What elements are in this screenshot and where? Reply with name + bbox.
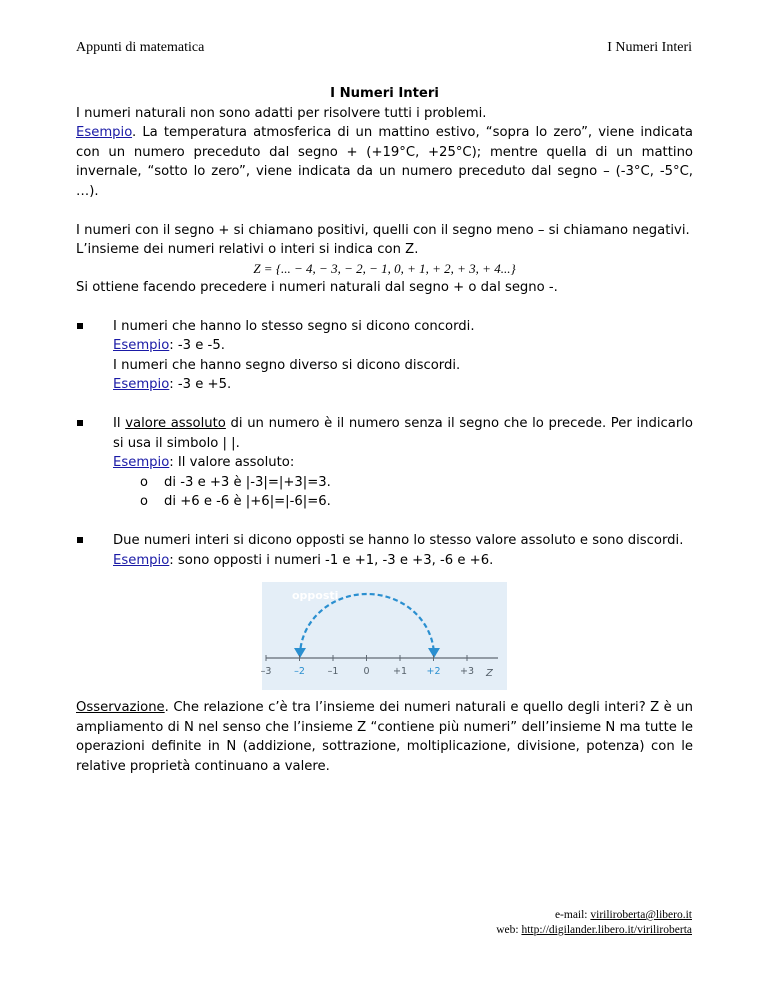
opposti-arc (300, 594, 434, 656)
tick-label: +1 (392, 666, 408, 677)
example-label: Esempio (113, 338, 170, 353)
number-line-figure (262, 582, 507, 690)
web-link[interactable]: http://digilander.libero.it/viriliroberta (521, 924, 692, 936)
footer-email (496, 908, 692, 923)
sub-bullet-marker: o (140, 494, 148, 509)
example-label: Esempio (76, 125, 133, 140)
opposti-example (113, 551, 693, 571)
tick-label: 0 (363, 666, 370, 677)
observation-paragraph (76, 698, 693, 776)
example-text: . La temperatura atmosferica di un mattino estivo, “sopra lo zero”, viene indicata con un numero preceduto dal segno + (+19°C, +25°C); mentre quella di un mattino invernale, “sotto lo zero”, viene indicata da un numero preceduto dal segno – (-3°C, -5°C, …). (76, 125, 693, 199)
concordi-example (113, 336, 693, 356)
definition-post: di un numero è il numero senza il segno che lo precede. Per indicarlo si usa il simbolo | |. (113, 416, 693, 451)
observation-text: . Che relazione c’è tra l’insieme dei numeri naturali e quello degli interi? Z è un ampliamento di N nel senso che l’insieme Z “contiene più numeri” dell’insieme N ma tutte le operazioni definite in N (addizione, sottrazione, moltiplicazione, divisione, potenza) con le relative proprietà continuano a valere. (76, 700, 693, 774)
sub-bullet-marker: o (140, 474, 148, 490)
footer (496, 908, 692, 938)
tick-label: –3 (260, 666, 272, 677)
set-intro: L’insieme dei numeri relativi o interi si indica con Z. (76, 242, 419, 257)
valore-assoluto-example (113, 453, 693, 473)
sub-item-1 (76, 473, 693, 493)
sub-item-text: di +6 e -6 è |+6|=|-6|=6. (164, 494, 331, 509)
web-label: web: (496, 924, 522, 936)
opposti-definition: Due numeri interi si dicono opposti se hanno lo stesso valore assoluto e sono discordi. (113, 533, 684, 548)
bullet-opposti (76, 531, 693, 570)
signs-paragraph: I numeri con il segno + si chiamano positivi, quelli con il segno meno – si chiamano negativi. (76, 222, 690, 238)
header-left: Appunti di matematica (76, 40, 205, 55)
bullet-marker (77, 537, 83, 543)
example-label: Esempio (113, 552, 170, 568)
tick-label: –1 (327, 666, 339, 677)
example-text: : -3 e +5. (169, 377, 232, 392)
observation-label: Osservazione (76, 700, 165, 715)
axis-label: Z (486, 668, 493, 679)
bullet-marker (77, 420, 83, 426)
example-text: : Il valore assoluto: (169, 455, 295, 470)
intro-paragraph: I numeri naturali non sono adatti per risolvere tutti i problemi. (76, 105, 487, 121)
sub-item-2 (76, 492, 693, 512)
obtained-paragraph: Si ottiene facendo precedere i numeri naturali dal segno + o dal segno -. (76, 279, 558, 295)
tick-label: –2 (294, 666, 305, 677)
tick-label: +2 (426, 666, 441, 677)
email-link[interactable]: viriliroberta@libero.it (590, 909, 692, 921)
set-formula: Z = {... − 4, − 3, − 2, − 1, 0, + 1, + 2, + 3, + 4...} (253, 260, 516, 276)
valore-assoluto-term: valore assoluto (125, 416, 226, 431)
example-label: Esempio (113, 377, 170, 392)
example-label: Esempio (113, 455, 170, 470)
example-text: : sono opposti i numeri -1 e +1, -3 e +3, -6 e +6. (169, 552, 494, 568)
example-temperature (76, 123, 693, 201)
example-text: : -3 e -5. (169, 338, 225, 353)
bullet-marker (77, 323, 83, 329)
discordi-line: I numeri che hanno segno diverso si dicono discordi. (113, 357, 461, 373)
email-label: e-mail: (554, 909, 591, 921)
definition-pre: Il (113, 416, 126, 431)
concordi-line: I numeri che hanno lo stesso segno si dicono concordi. (113, 318, 475, 334)
page-title: I Numeri Interi (330, 86, 439, 101)
bullet-concordi-discordi (76, 317, 693, 395)
valore-assoluto-definition (113, 414, 693, 453)
discordi-example (113, 375, 693, 395)
header-right: I Numeri Interi (607, 40, 692, 55)
figure-caption: opposti (292, 589, 339, 602)
bullet-valore-assoluto (76, 414, 693, 473)
tick-label: +3 (459, 666, 475, 677)
footer-web (496, 923, 692, 938)
sub-item-text: di -3 e +3 è |-3|=|+3|=3. (164, 474, 331, 490)
document-body (76, 84, 693, 776)
number-line-svg (262, 582, 507, 690)
